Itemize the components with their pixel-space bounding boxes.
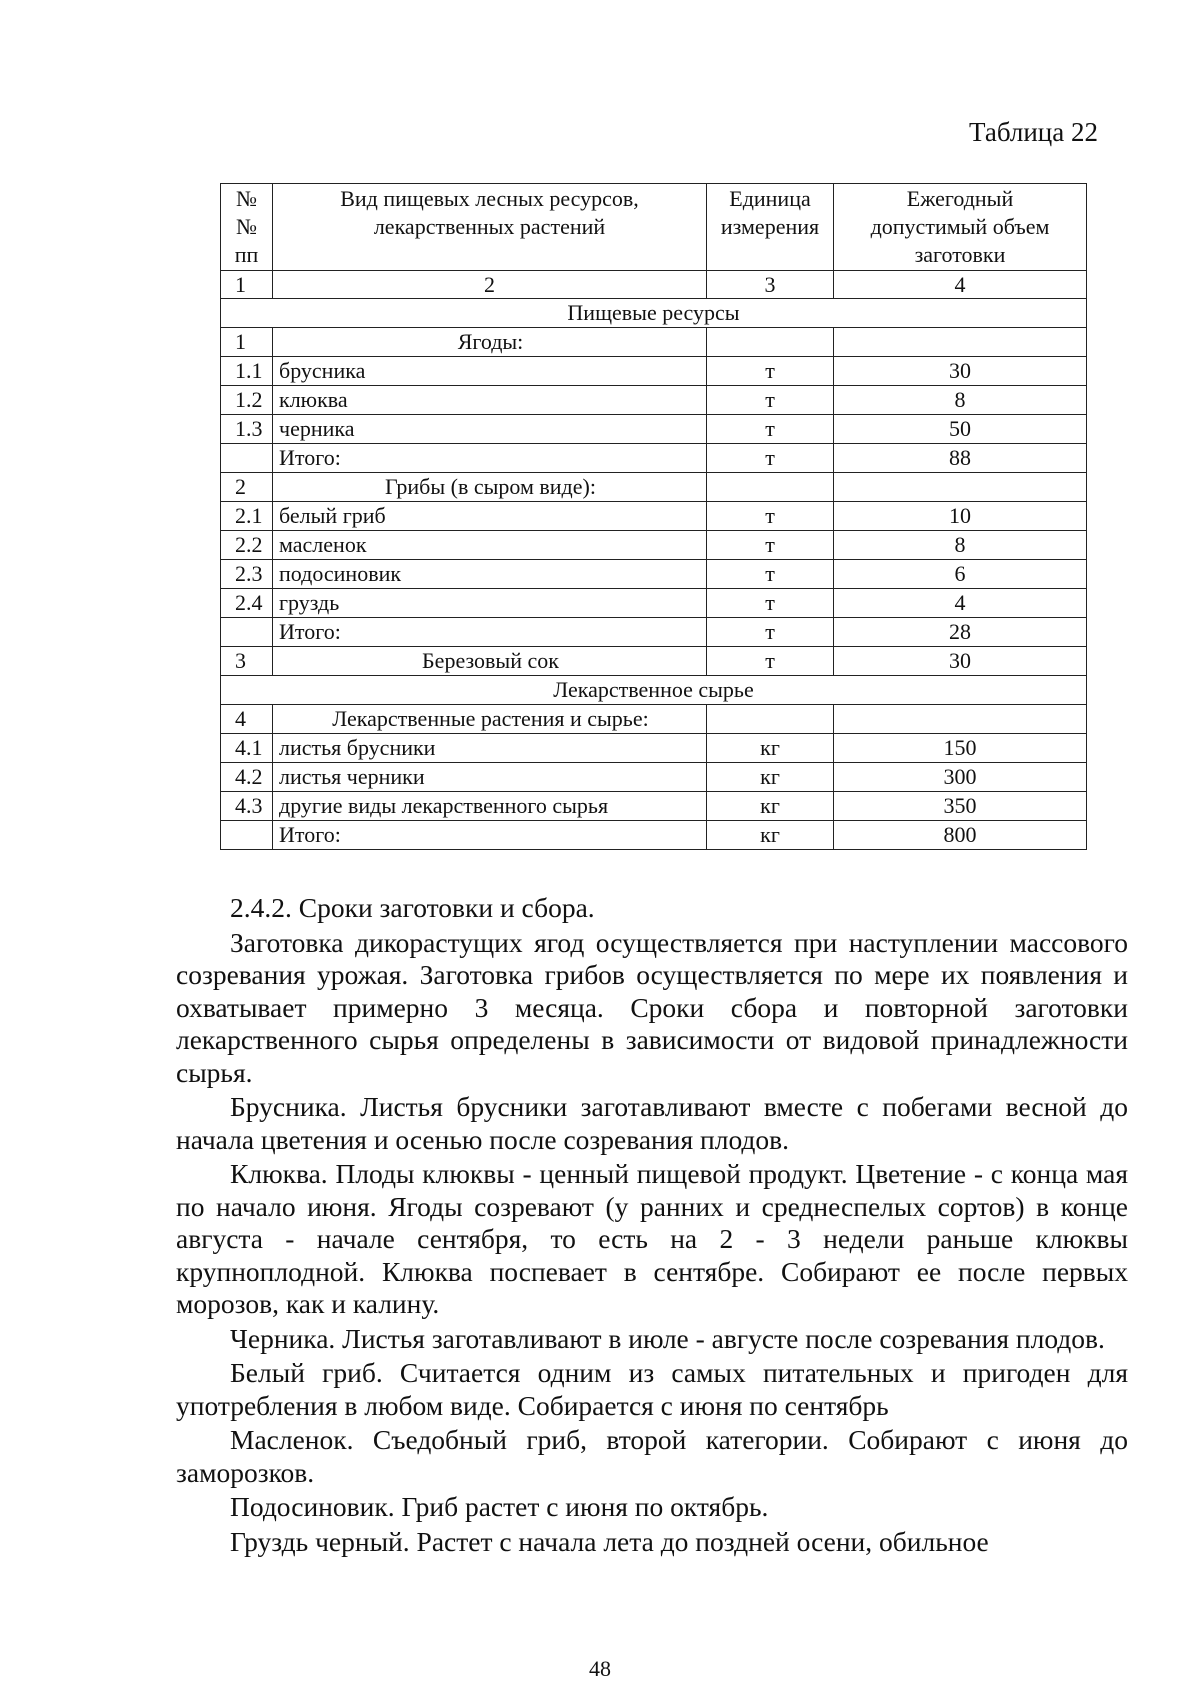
row-number: 1.2 [221, 386, 273, 415]
header-volume-line: допустимый объем [870, 214, 1050, 239]
unit-cell: т [707, 386, 834, 415]
row-number [221, 618, 273, 647]
table-row [221, 386, 1087, 415]
table-group-row [221, 473, 1087, 502]
volume-cell: 10 [834, 502, 1087, 531]
header-volume [834, 184, 1087, 271]
body-text [176, 892, 1128, 1558]
table-row [221, 589, 1087, 618]
header-name-line: лекарственных растений [373, 214, 606, 239]
volume-cell: 800 [834, 821, 1087, 850]
unit-cell: т [707, 647, 834, 676]
paragraph: Клюква. Плоды клюквы - ценный пищевой продукт. Цветение - с конца мая по начало июня. Ягоды созревают (у ранних и среднеспелых сортов) в конце августа - начале сентября, то есть на 2 - 3 недели раньше клюквы крупноплодной. Клюква поспевает в сентябре. Собирают ее после первых морозов, как и калину. [176, 1158, 1128, 1319]
row-number: 4.3 [221, 792, 273, 821]
column-index-cell: 1 [221, 271, 273, 299]
column-index-cell: 3 [707, 271, 834, 299]
volume-cell: 8 [834, 531, 1087, 560]
row-number: 2.1 [221, 502, 273, 531]
table-group-row [221, 705, 1087, 734]
volume-cell [834, 328, 1087, 357]
table-row [221, 357, 1087, 386]
row-number [221, 821, 273, 850]
resource-name: черника [273, 415, 707, 444]
unit-cell: т [707, 560, 834, 589]
unit-cell: кг [707, 763, 834, 792]
volume-cell: 350 [834, 792, 1087, 821]
paragraph: Заготовка дикорастущих ягод осуществляется при наступлении массового созревания урожая. Заготовка грибов осуществляется по мере их появления и охватывает примерно 3 месяца. Сроки сбора и повторной заготовки лекарственного сырья определены в зависимости от видовой принадлежности сырья. [176, 926, 1128, 1088]
volume-cell [834, 705, 1087, 734]
resource-name: подосиновик [273, 560, 707, 589]
unit-cell: кг [707, 734, 834, 763]
table-row [221, 444, 1087, 473]
header-volume-line: Ежегодный [906, 186, 1014, 211]
unit-cell: т [707, 415, 834, 444]
table-row [221, 821, 1087, 850]
resource-name: Лекарственные растения и сырье: [273, 705, 707, 734]
paragraph: Брусника. Листья брусники заготавливают вместе с побегами весной до начала цветения и осенью после созревания плодов. [176, 1091, 1128, 1155]
volume-cell: 88 [834, 444, 1087, 473]
resource-name: листья черники [273, 763, 707, 792]
table-row [221, 792, 1087, 821]
table-row [221, 415, 1087, 444]
table-caption: Таблица 22 [969, 117, 1098, 147]
resource-name: Ягоды: [273, 328, 707, 357]
volume-cell: 300 [834, 763, 1087, 792]
resource-name: Итого: [273, 821, 707, 850]
header-volume-line: заготовки [914, 242, 1006, 267]
row-number: 1 [221, 328, 273, 357]
table-row [221, 531, 1087, 560]
paragraph: Белый гриб. Считается одним из самых питательных и пригоден для употребления в любом виде. Собирается с июня по сентябрь [176, 1357, 1128, 1421]
column-index-cell: 2 [273, 271, 707, 299]
resource-name: Итого: [273, 444, 707, 473]
table-row [221, 763, 1087, 792]
paragraph: Черника. Листья заготавливают в июле - августе после созревания плодов. [230, 1322, 1105, 1354]
column-index-row [221, 271, 1087, 299]
unit-cell: т [707, 444, 834, 473]
table-group-row [221, 328, 1087, 357]
header-num [221, 184, 273, 271]
unit-cell [707, 328, 834, 357]
unit-cell [707, 705, 834, 734]
unit-cell: т [707, 502, 834, 531]
table-row [221, 502, 1087, 531]
header-num-line: № [236, 214, 257, 239]
volume-cell: 150 [834, 734, 1087, 763]
unit-cell: кг [707, 821, 834, 850]
resource-table [220, 183, 1087, 850]
table-row [221, 734, 1087, 763]
row-number: 2.3 [221, 560, 273, 589]
table-section-row [221, 676, 1087, 705]
unit-cell: т [707, 531, 834, 560]
header-num-line: пп [234, 242, 259, 267]
header-name [273, 184, 707, 271]
table-row [221, 560, 1087, 589]
page-number: 48 [589, 1656, 611, 1681]
resource-name: другие виды лекарственного сырья [273, 792, 707, 821]
volume-cell: 30 [834, 357, 1087, 386]
header-unit-line: Единица [729, 186, 811, 211]
resource-name: листья брусники [273, 734, 707, 763]
unit-cell: т [707, 357, 834, 386]
section-title: Пищевые ресурсы [221, 299, 1087, 328]
table-group-row [221, 647, 1087, 676]
column-index-cell: 4 [834, 271, 1087, 299]
row-number: 2 [221, 473, 273, 502]
paragraph: Масленок. Съедобный гриб, второй категории. Собирают с июня до заморозков. [176, 1424, 1128, 1488]
resource-name: Грибы (в сыром виде): [273, 473, 707, 502]
volume-cell [834, 473, 1087, 502]
row-number [221, 444, 273, 473]
table-row [221, 618, 1087, 647]
volume-cell: 8 [834, 386, 1087, 415]
section-title: Лекарственное сырье [221, 676, 1087, 705]
table-section-row [221, 299, 1087, 328]
row-number: 2.4 [221, 589, 273, 618]
row-number: 3 [221, 647, 273, 676]
row-number: 4.2 [221, 763, 273, 792]
table-header-row [221, 184, 1087, 271]
resource-name: Березовый сок [273, 647, 707, 676]
paragraph: Груздь черный. Растет с начала лета до поздней осени, обильное [230, 1525, 989, 1557]
row-number: 1.3 [221, 415, 273, 444]
header-unit-line: измерения [720, 214, 820, 239]
unit-cell: кг [707, 792, 834, 821]
section-subheading: 2.4.2. Сроки заготовки и сбора. [230, 892, 595, 923]
header-num-line: № [236, 186, 257, 211]
resource-name: брусника [273, 357, 707, 386]
resource-name: груздь [273, 589, 707, 618]
row-number: 4 [221, 705, 273, 734]
row-number: 1.1 [221, 357, 273, 386]
unit-cell: т [707, 618, 834, 647]
volume-cell: 28 [834, 618, 1087, 647]
unit-cell: т [707, 589, 834, 618]
resource-name: клюква [273, 386, 707, 415]
row-number: 4.1 [221, 734, 273, 763]
resource-name: белый гриб [273, 502, 707, 531]
resource-name: масленок [273, 531, 707, 560]
unit-cell [707, 473, 834, 502]
row-number: 2.2 [221, 531, 273, 560]
header-unit [707, 184, 834, 271]
paragraph: Подосиновик. Гриб растет с июня по октябрь. [230, 1491, 769, 1522]
resource-name: Итого: [273, 618, 707, 647]
volume-cell: 30 [834, 647, 1087, 676]
header-name-line: Вид пищевых лесных ресурсов, [340, 186, 639, 211]
volume-cell: 6 [834, 560, 1087, 589]
volume-cell: 50 [834, 415, 1087, 444]
volume-cell: 4 [834, 589, 1087, 618]
table-body [221, 299, 1087, 850]
